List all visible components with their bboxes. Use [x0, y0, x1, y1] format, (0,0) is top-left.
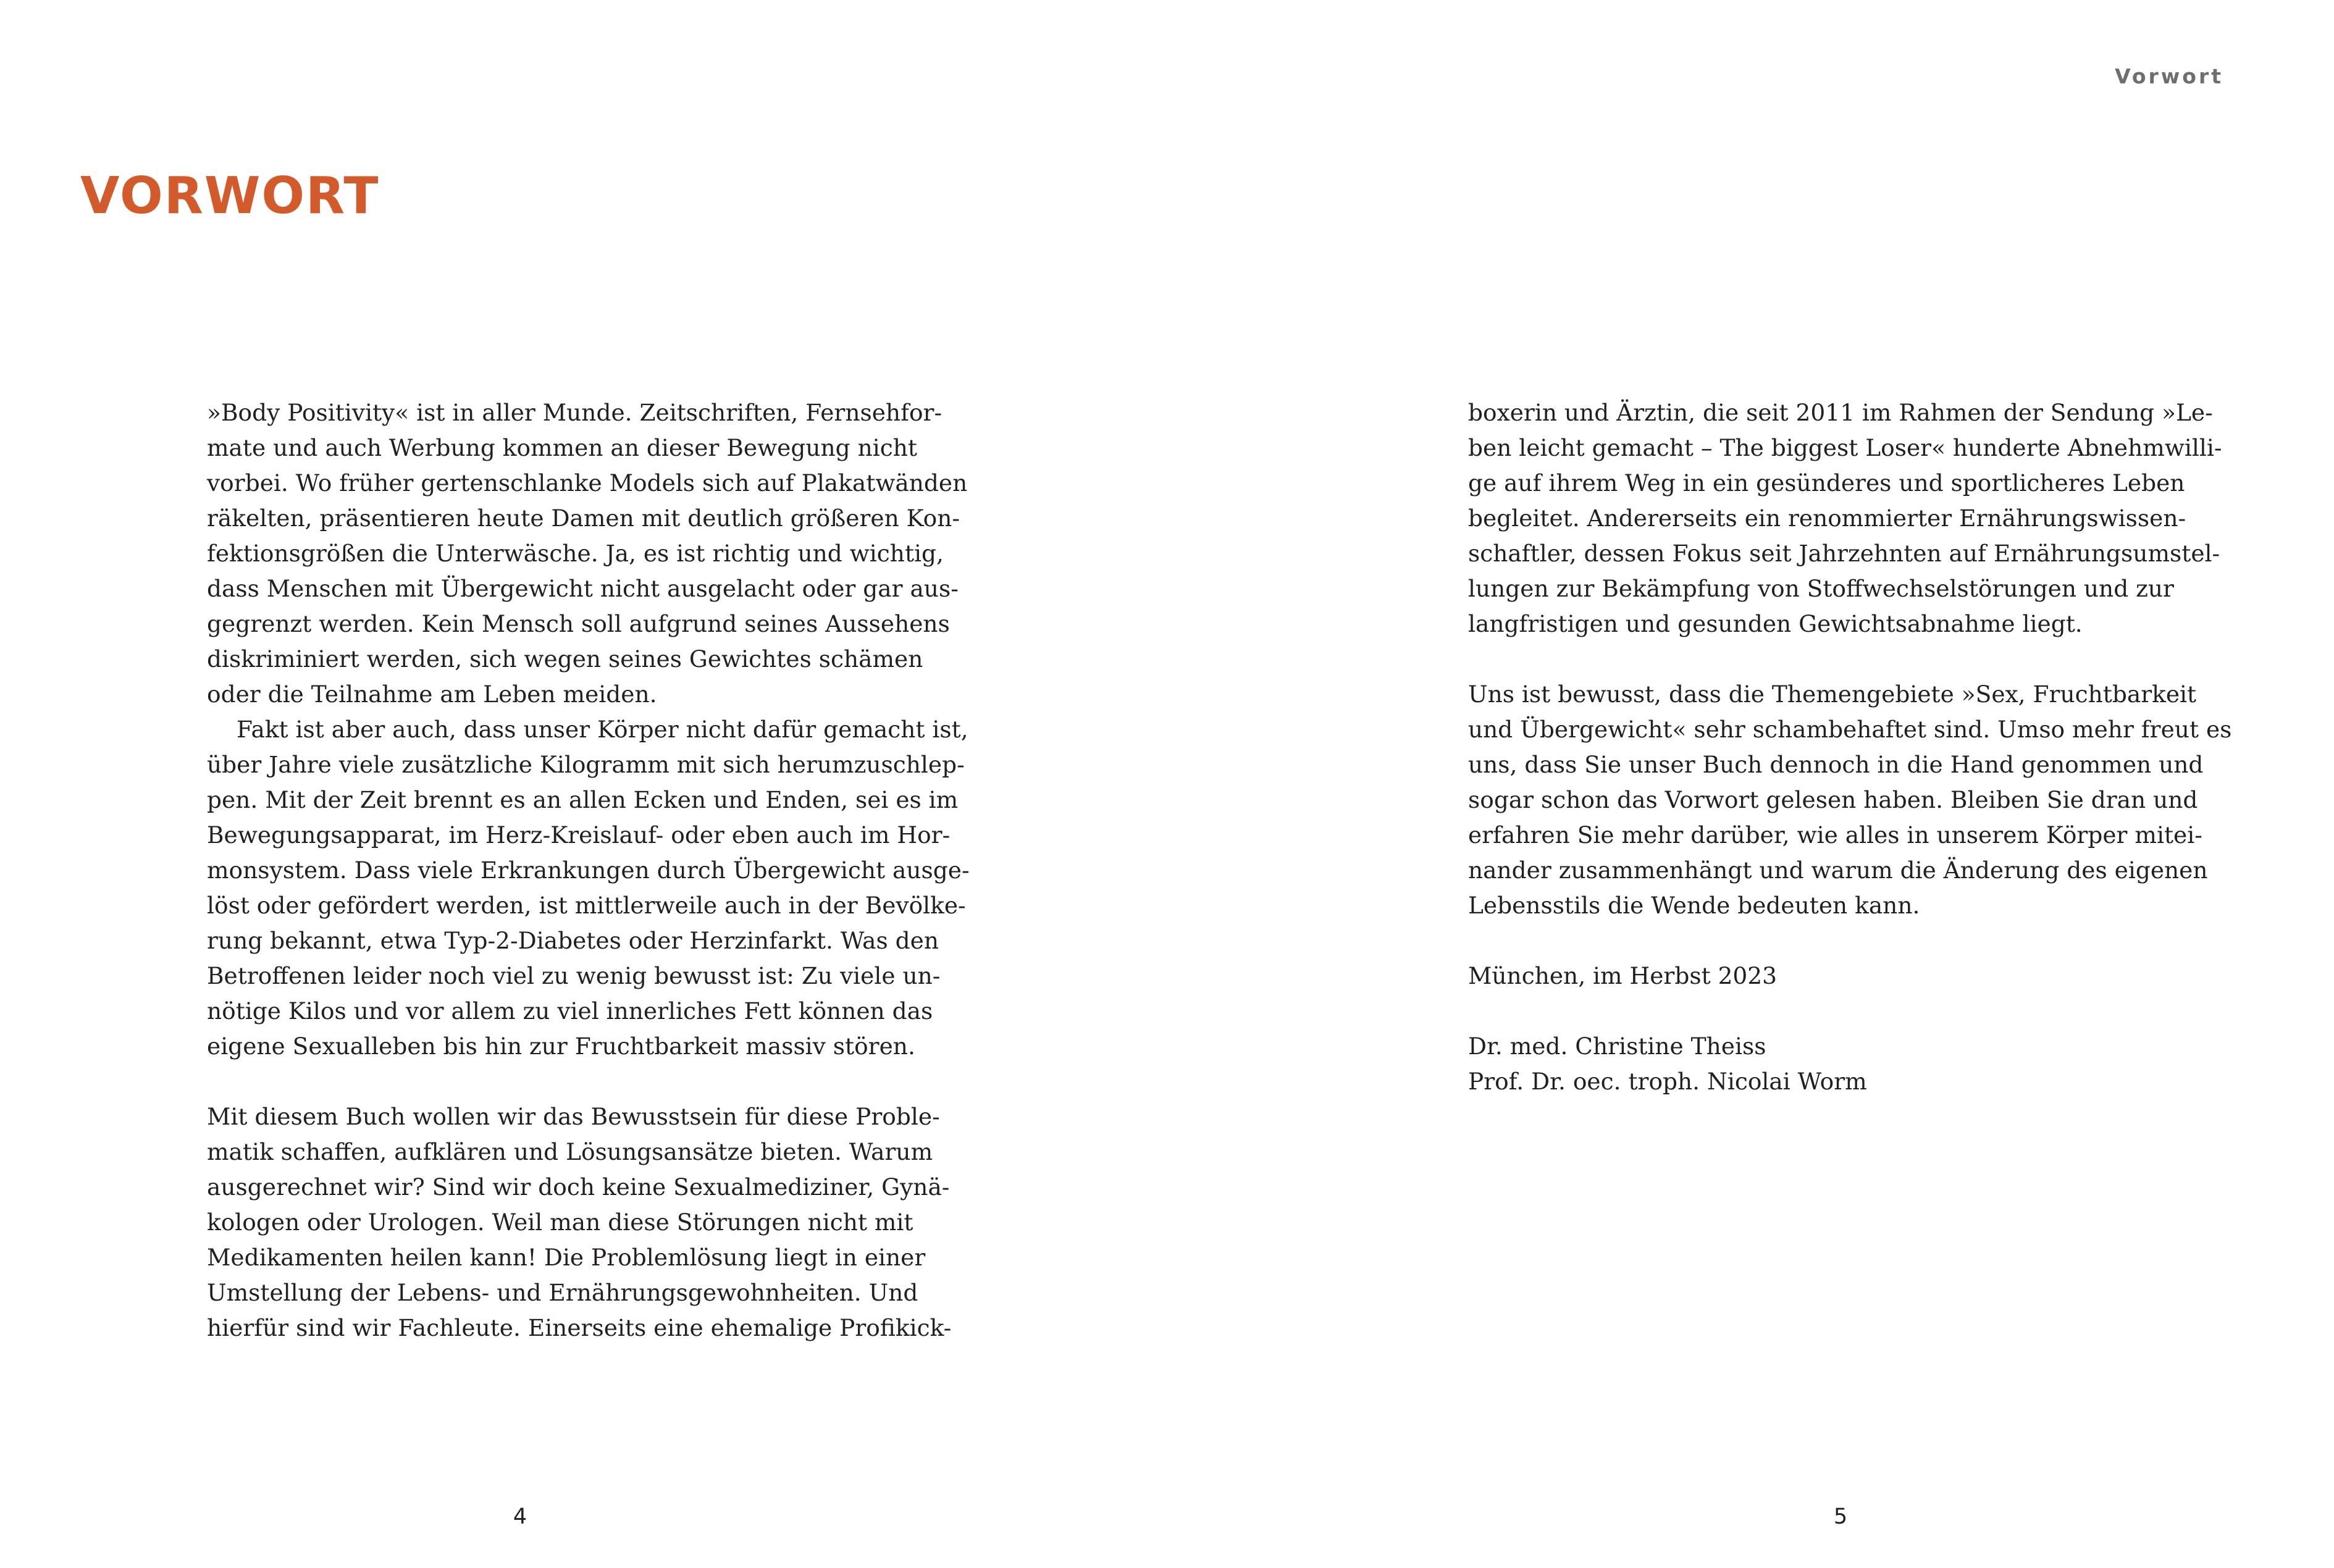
paragraph-spacer — [207, 1064, 905, 1099]
text-line: langfristigen und gesunden Gewichtsabnahme liegt. — [1468, 610, 2083, 637]
text-line: nötige Kilos und vor allem zu viel innerliches Fett können das — [207, 997, 933, 1025]
right-text-column — [1468, 395, 2232, 1099]
paragraph-fakt — [207, 712, 970, 1064]
page-number-left: 4 — [513, 1504, 527, 1529]
text-line: hierfür sind wir Fachleute. Einerseits eine ehemalige Profikick- — [207, 1314, 952, 1341]
paragraph-authors — [1468, 395, 2222, 642]
signatory-theiss: Dr. med. Christine Theiss — [1468, 1033, 1766, 1060]
text-line: Uns ist bewusst, dass die Themengebiete »Sex, Fruchtbarkeit — [1468, 681, 2197, 708]
text-line: Medikamenten heilen kann! Die Problemlösung liegt in einer — [207, 1244, 926, 1271]
text-line: ausgerechnet wir? Sind wir doch keine Sexualmediziner, Gynä- — [207, 1173, 950, 1201]
text-line: Fakt ist aber auch, dass unser Körper nicht dafür gemacht ist, — [237, 716, 968, 743]
text-line: ben leicht gemacht – The biggest Loser« hunderte Abnehmwilli- — [1468, 434, 2222, 461]
place-and-date: München, im Herbst 2023 — [1468, 962, 1778, 989]
text-line: löst oder gefördert werden, ist mittlerweile auch in der Bevölke- — [207, 892, 966, 919]
text-line: gegrenzt werden. Kein Mensch soll aufgrund seines Aussehens — [207, 610, 950, 637]
text-line: lungen zur Bekämpfung von Stoffwechselstörungen und zur — [1468, 575, 2174, 602]
paragraph-spacer — [1468, 923, 2166, 958]
text-line: ge auf ihrem Weg in ein gesünderes und sportlicheres Leben — [1468, 469, 2185, 497]
text-line: Betroffenen leider noch viel zu wenig bewusst ist: Zu viele un- — [207, 962, 941, 989]
paragraph-mit-diesem-buch — [207, 1099, 952, 1346]
paragraph-spacer — [1468, 994, 2166, 1029]
text-line: fektionsgrößen die Unterwäsche. Ja, es ist richtig und wichtig, — [207, 540, 944, 567]
paragraph-spacer — [1468, 642, 2166, 677]
left-text-column — [207, 395, 970, 1346]
text-line: Umstellung der Lebens- und Ernährungsgewohnheiten. Und — [207, 1279, 918, 1306]
text-line: boxerin und Ärztin, die seit 2011 im Rahmen der Sendung »Le- — [1468, 399, 2213, 426]
text-line: erfahren Sie mehr darüber, wie alles in unserem Körper mitei- — [1468, 821, 2202, 849]
text-line: »Body Positivity« ist in aller Munde. Zeitschriften, Fernsehfor- — [207, 399, 942, 426]
text-line: Lebensstils die Wende bedeuten kann. — [1468, 892, 1920, 919]
paragraph-body-positivity — [207, 395, 968, 712]
text-line: monsystem. Dass viele Erkrankungen durch Übergewicht ausge- — [207, 857, 970, 884]
text-line: Bewegungsapparat, im Herz-Kreislauf- oder eben auch im Hor- — [207, 821, 951, 849]
text-line: oder die Teilnahme am Leben meiden. — [207, 681, 657, 708]
page-number-right: 5 — [1833, 1504, 1848, 1529]
text-line: schaftler, dessen Fokus seit Jahrzehnten auf Ernährungsumstel- — [1468, 540, 2220, 567]
signatory-worm: Prof. Dr. oec. troph. Nicolai Worm — [1468, 1068, 1867, 1095]
text-line: diskriminiert werden, sich wegen seines Gewichtes schämen — [207, 645, 923, 673]
running-head: Vorwort — [2115, 64, 2223, 88]
text-line: Mit diesem Buch wollen wir das Bewusstsein für diese Proble- — [207, 1103, 940, 1130]
text-line: vorbei. Wo früher gertenschlanke Models sich auf Plakatwänden — [207, 469, 968, 497]
text-line: matik schaffen, aufklären und Lösungsansätze bieten. Warum — [207, 1138, 933, 1165]
text-line: eigene Sexualleben bis hin zur Fruchtbarkeit massiv stören. — [207, 1033, 915, 1060]
text-line: und Übergewicht« sehr schambehaftet sind. Umso mehr freut es — [1468, 716, 2232, 743]
text-line: räkelten, präsentieren heute Damen mit deutlich größeren Kon- — [207, 505, 960, 532]
text-line: sogar schon das Vorwort gelesen haben. Bleiben Sie dran und — [1468, 786, 2198, 813]
text-line: über Jahre viele zusätzliche Kilogramm mit sich herumzuschlep- — [207, 751, 965, 778]
text-line: rung bekannt, etwa Typ-2-Diabetes oder Herzinfarkt. Was den — [207, 927, 939, 954]
text-line: kologen oder Urologen. Weil man diese Störungen nicht mit — [207, 1209, 913, 1236]
text-line: dass Menschen mit Übergewicht nicht ausgelacht oder gar aus- — [207, 575, 959, 602]
text-line: mate und auch Werbung kommen an dieser Bewegung nicht — [207, 434, 917, 461]
text-line: begleitet. Andererseits ein renommierter Ernährungswissen- — [1468, 505, 2186, 532]
text-line: uns, dass Sie unser Buch dennoch in die Hand genommen und — [1468, 751, 2204, 778]
paragraph-uns-ist-bewusst — [1468, 677, 2232, 923]
signatures — [1468, 1029, 2166, 1099]
text-line: nander zusammenhängt und warum die Änderung des eigenen — [1468, 857, 2208, 884]
text-line: pen. Mit der Zeit brennt es an allen Ecken und Enden, sei es im — [207, 786, 959, 813]
chapter-title: VORWORT — [80, 167, 380, 225]
